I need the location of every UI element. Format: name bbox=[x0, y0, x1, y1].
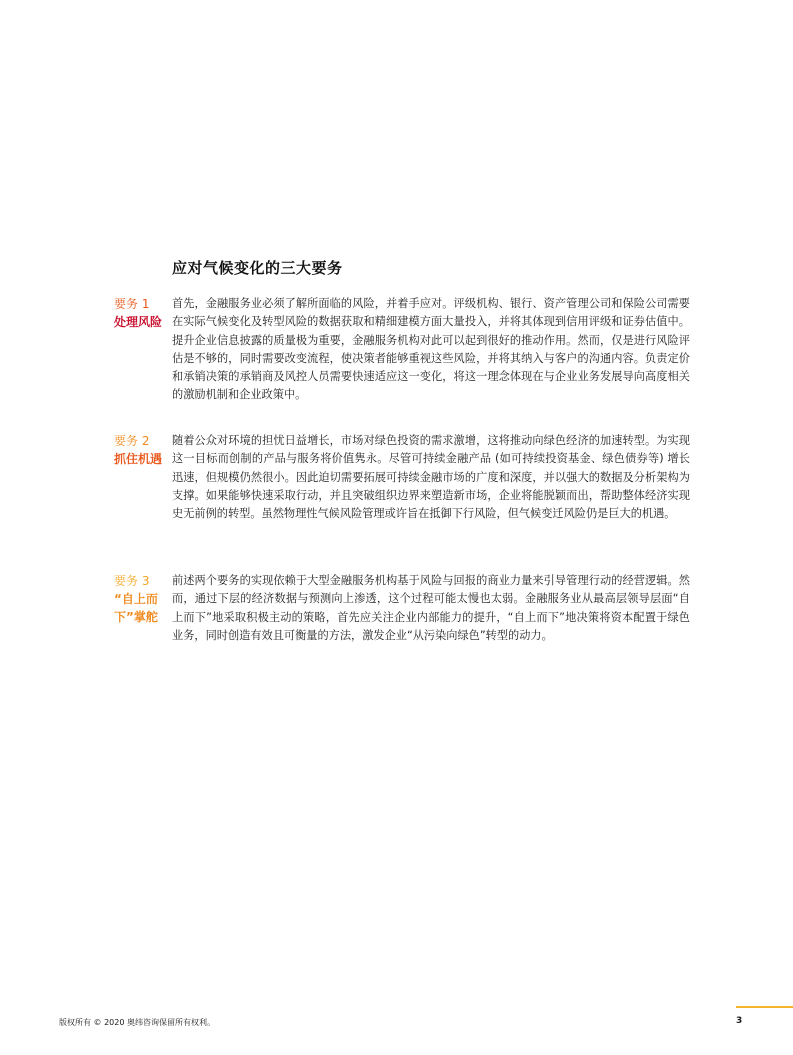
imperative-number: 要务 2 bbox=[114, 434, 150, 448]
imperative-name: 处理风险 bbox=[114, 315, 163, 329]
imperative-body-text: 随着公众对环境的担忧日益增长，市场对绿色投资的需求激增，这将推动向绿色经济的加速转型。为实现这一目标而创制的产品与服务将价值隽永。尽管可持续金融产品 (如可持续投资基金、绿色债券等) 增长迅速，但规模仍然很小。因此迫切需要拓展可持续金融市场的广度和深度，并以强大的数据及分析架构为支撑。如果能够快速采取行动，并且突破组织边界来塑造新市场，企业将能脱颖而出，帮助整体经济实现史无前例的转型。虽然物理性气候风险管理或许旨在抵御下行风险，但气候变迁风险仍是巨大的机遇。 bbox=[172, 434, 690, 521]
page-title: 应对气候变化的三大要务 bbox=[172, 259, 343, 277]
imperative-body-text: 首先，金融服务业必须了解所面临的风险，并着手应对。评级机构、银行、资产管理公司和保险公司需要在实际气候变化及转型风险的数据获取和精细建模方面大量投入，并将其体现到信用评级和证券估值中。提升企业信息披露的质量极为重要，金融服务机构对此可以起到很好的推动作用。然而，仅是进行风险评估是不够的，同时需要改变流程，使决策者能够重视这些风险，并将其纳入与客户的沟通内容。负责定价和承销决策的承销商及风控人员需要快速适应这一变化，将这一理念体现在与企业业务发展导向高度相关的激励机制和企业政策中。 bbox=[172, 297, 690, 402]
copyright-notice: 版权所有 © 2020 奥纬咨询保留所有权利。 bbox=[59, 1018, 215, 1027]
imperative-name: 抓住机遇 bbox=[114, 452, 163, 466]
imperative-name: “自上而下”掌舵 bbox=[114, 592, 158, 624]
imperative-number: 要务 3 bbox=[114, 574, 150, 588]
page-number: 3 bbox=[736, 1016, 743, 1026]
imperative-number: 要务 1 bbox=[114, 297, 150, 311]
page-number-accent-line bbox=[736, 1006, 793, 1008]
imperative-body-text: 前述两个要务的实现依赖于大型金融服务机构基于风险与回报的商业力量来引导管理行动的经营逻辑。然而，通过下层的经济数据与预测向上渗透，这个过程可能太慢也太弱。金融服务业从最高层领导层面“自上而下”地采取积极主动的策略，首先应关注企业内部能力的提升，“自上而下”地决策将资本配置于绿色业务，同时创造有效且可衡量的方法，激发企业“从污染向绿色”转型的动力。 bbox=[172, 574, 690, 642]
